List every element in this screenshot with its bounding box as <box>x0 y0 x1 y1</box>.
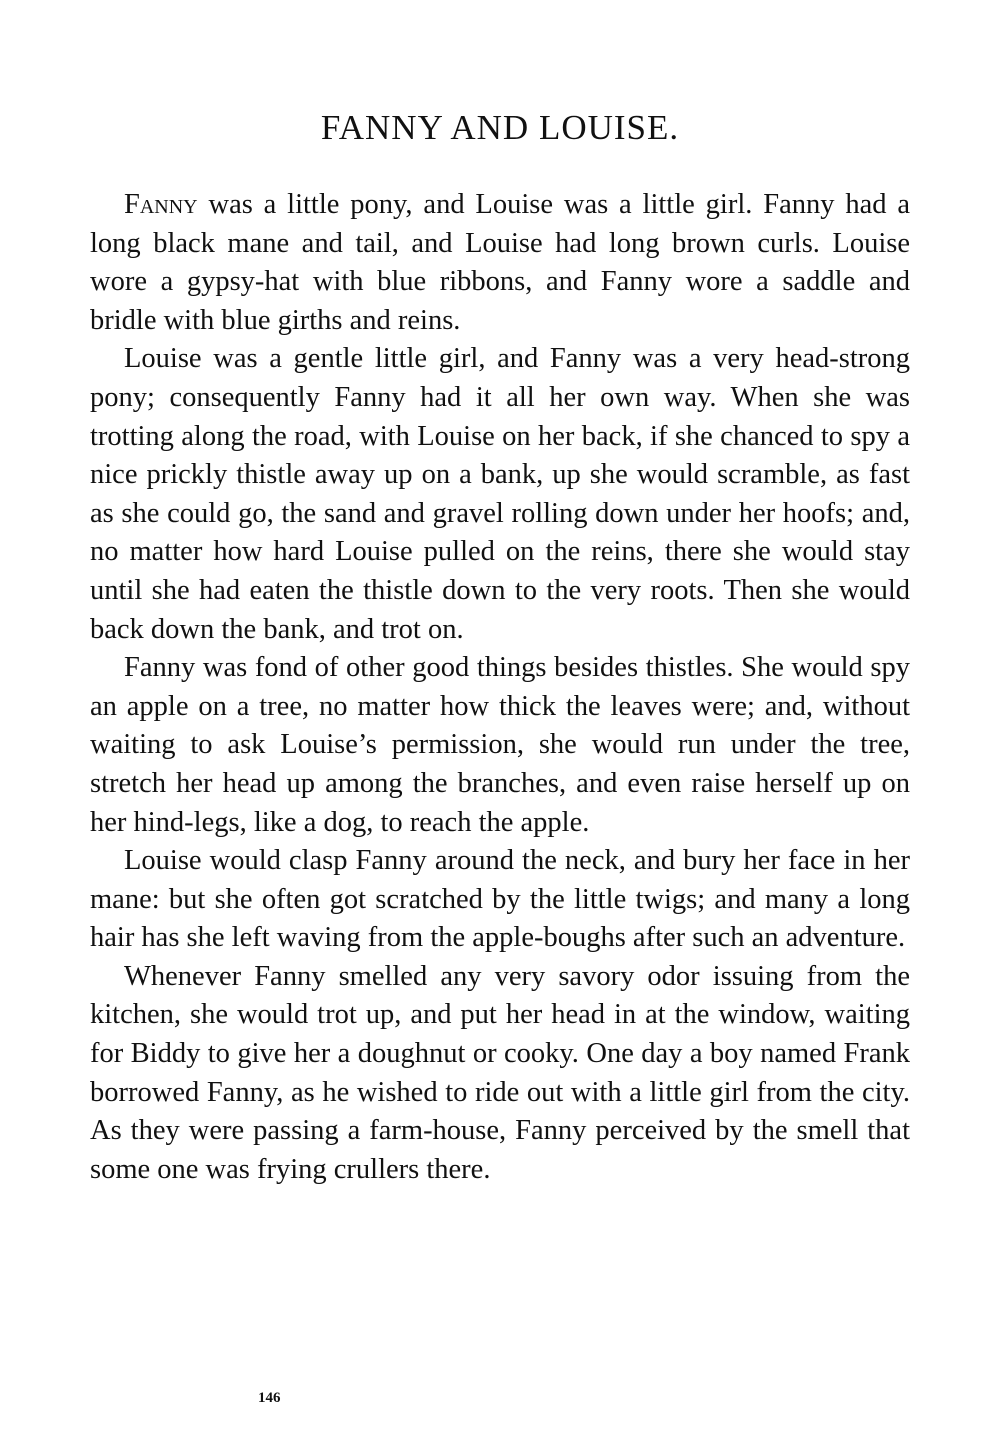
paragraph-3: Fanny was fond of other good things besides thistles. She would spy an apple on a tree, no matter how thick the leaves were; and, without waiting to ask Louise’s permission, she would run under the tree, stretch her head up among the branches, and even raise herself up on her hind-legs, like a dog, to reach the apple. <box>90 652 910 838</box>
page-number: 146 <box>258 1390 281 1406</box>
chapter-title: FANNY AND LOUISE. <box>320 108 680 147</box>
paragraph-4: Louise would clasp Fanny around the neck, and bury her face in her mane: but she often got scratched by the little twigs; and many a long hair has she left waving from the apple-boughs after such an adventure. <box>90 845 910 954</box>
paragraph-2: Louise was a gentle little girl, and Fanny was a very head-strong pony; consequently Fanny had it all her own way. When she was trotting along the road, with Louise on her back, if she chanced to spy a nice prickly thistle away up on a bank, up she would scramble, as fast as she could go, the sand and gravel rolling down under her hoofs; and, no matter how hard Louise pulled on the reins, there she would stay until she had eaten the thistle down to the very roots. Then she would back down the bank, and trot on. <box>90 343 910 645</box>
paragraph-1 <box>90 186 910 340</box>
paragraph-1-text: was a little pony, and Louise was a little girl. Fanny had a long black mane and tail, and Louise had long brown curls. Louise wore a gypsy-hat with blue ribbons, and Fanny wore a saddle and bridle with blue girths and reins. <box>90 189 910 336</box>
paragraph-5: Whenever Fanny smelled any very savory odor issuing from the kitchen, she would trot up, and put her head in at the window, waiting for Biddy to give her a doughnut or cooky. One day a boy named Frank borrowed Fanny, as he wished to ride out with a little girl from the city. As they were passing a farm-house, Fanny perceived by the smell that some one was frying crullers there. <box>90 960 910 1185</box>
paragraph-1-lead: Fanny <box>124 189 198 220</box>
chapter-body <box>90 186 910 1189</box>
